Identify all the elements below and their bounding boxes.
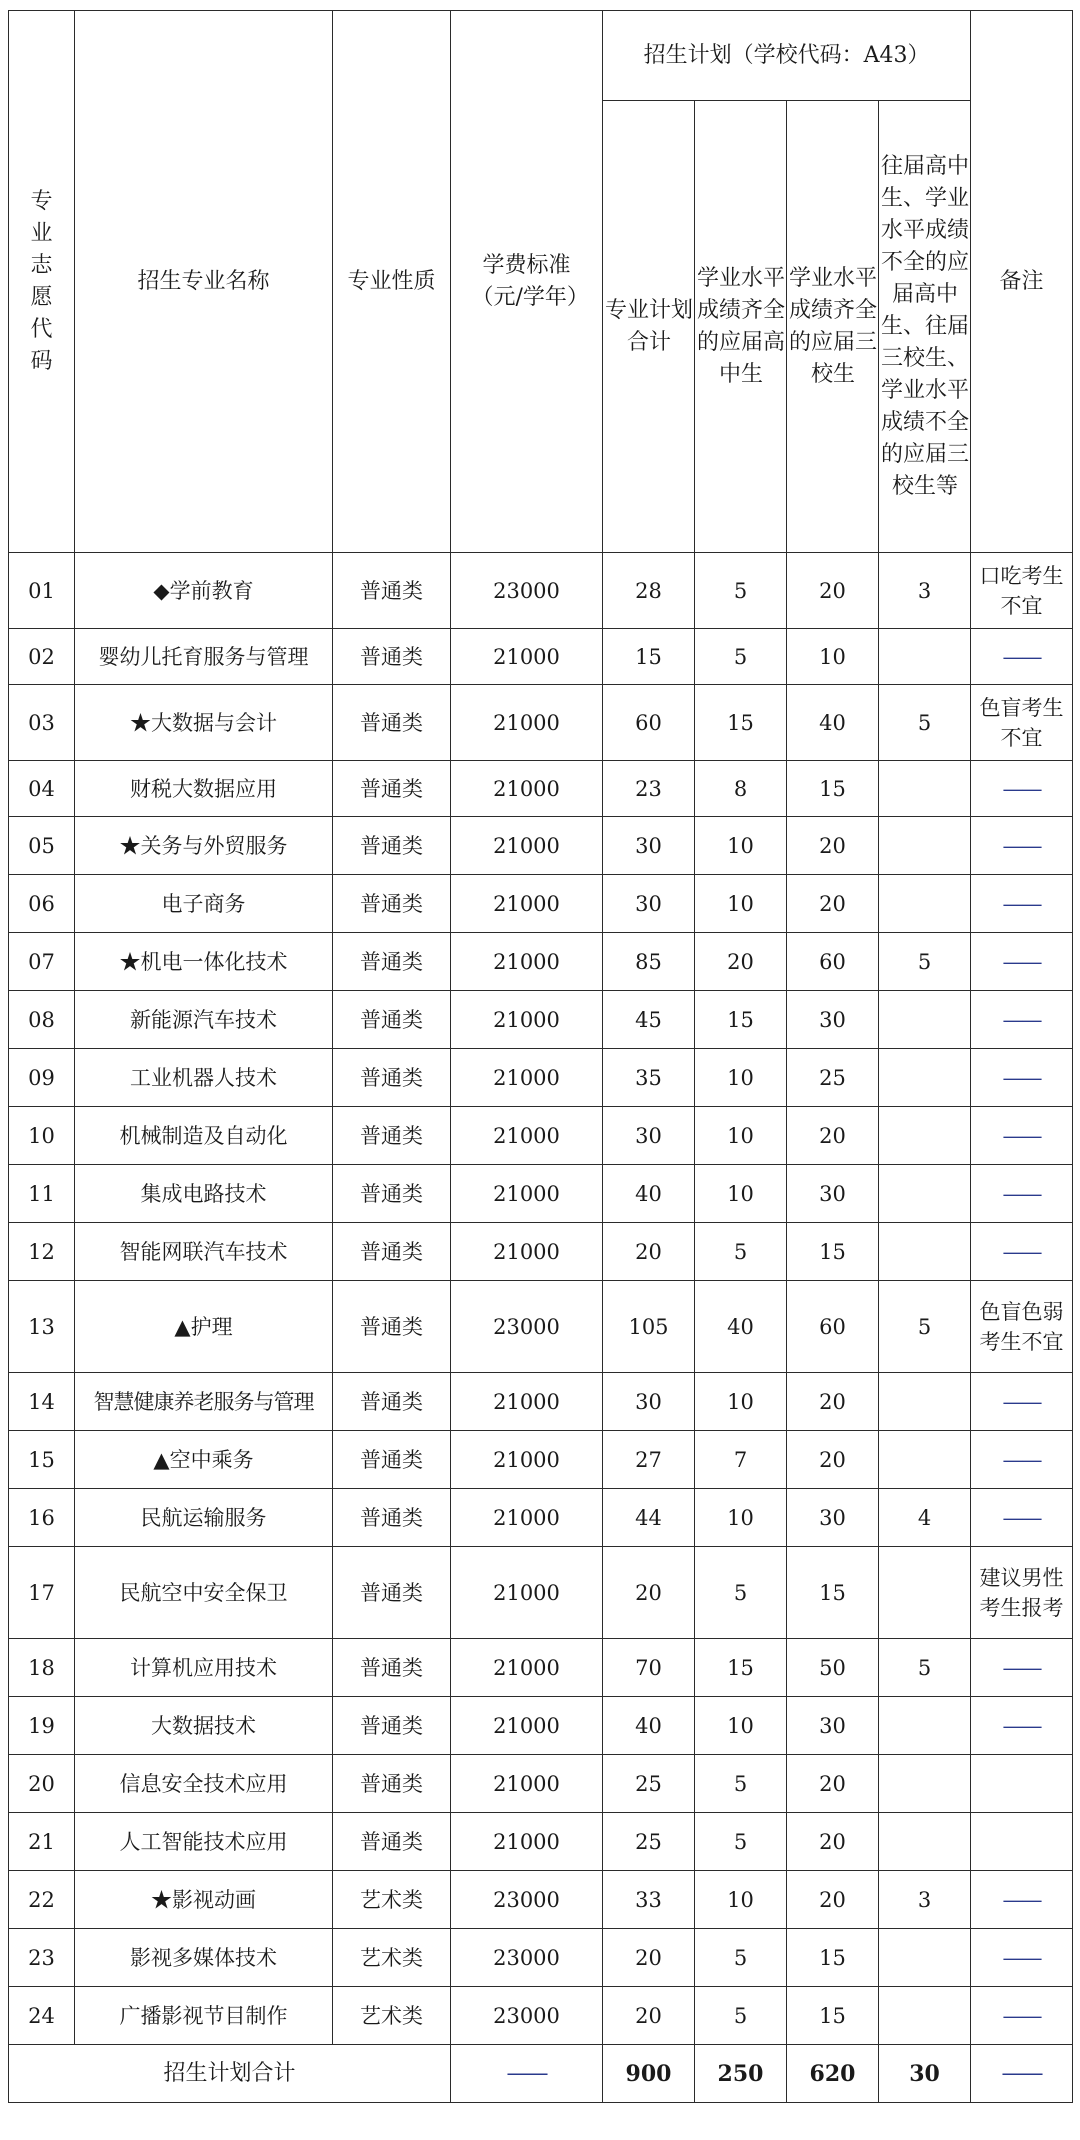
cell-g2: 20 (787, 553, 879, 629)
cell-nature: 普通类 (333, 629, 451, 685)
cell-fee: 21000 (451, 1547, 603, 1639)
cell-g1: 7 (695, 1431, 787, 1489)
cell-g1: 15 (695, 1639, 787, 1697)
cell-note: —— (971, 817, 1073, 875)
cell-code: 10 (9, 1107, 75, 1165)
cell-g3 (879, 1547, 971, 1639)
table-row (9, 553, 1073, 629)
cell-g3 (879, 1223, 971, 1281)
cell-nature: 普通类 (333, 1697, 451, 1755)
cell-g2: 20 (787, 1431, 879, 1489)
cell-nature: 普通类 (333, 1547, 451, 1639)
cell-name: 集成电路技术 (75, 1165, 333, 1223)
table-header (9, 11, 1073, 553)
cell-fee: 21000 (451, 1431, 603, 1489)
cell-g2: 15 (787, 1987, 879, 2045)
table-row (9, 817, 1073, 875)
cell-nature: 普通类 (333, 1489, 451, 1547)
cell-fee: 23000 (451, 1281, 603, 1373)
cell-g1: 10 (695, 1165, 787, 1223)
cell-nature: 普通类 (333, 1813, 451, 1871)
cell-total: 20 (603, 1223, 695, 1281)
table-row (9, 1871, 1073, 1929)
cell-total: 60 (603, 685, 695, 761)
cell-note: 色盲考生不宜 (971, 685, 1073, 761)
cell-note: —— (971, 991, 1073, 1049)
header-nature: 专业性质 (333, 11, 451, 553)
cell-g2: 30 (787, 1489, 879, 1547)
cell-nature: 普通类 (333, 1755, 451, 1813)
cell-g2: 20 (787, 1813, 879, 1871)
table-row (9, 1697, 1073, 1755)
cell-nature: 艺术类 (333, 1929, 451, 1987)
cell-g2: 30 (787, 1697, 879, 1755)
cell-g2: 10 (787, 629, 879, 685)
cell-code: 04 (9, 761, 75, 817)
cell-g2: 20 (787, 1373, 879, 1431)
cell-note: —— (971, 761, 1073, 817)
cell-g3 (879, 1049, 971, 1107)
cell-g1: 10 (695, 1107, 787, 1165)
cell-fee: 23000 (451, 1987, 603, 2045)
cell-g2: 20 (787, 1871, 879, 1929)
cell-total: 30 (603, 875, 695, 933)
cell-g2: 30 (787, 1165, 879, 1223)
table-row (9, 1373, 1073, 1431)
cell-name: 智能网联汽车技术 (75, 1223, 333, 1281)
cell-total: 25 (603, 1755, 695, 1813)
cell-note: —— (971, 933, 1073, 991)
header-fee: 学费标准（元/学年） (451, 11, 603, 553)
cell-fee: 21000 (451, 1697, 603, 1755)
cell-fee: 21000 (451, 629, 603, 685)
table-row (9, 1639, 1073, 1697)
cell-total: 35 (603, 1049, 695, 1107)
cell-code: 11 (9, 1165, 75, 1223)
cell-g3: 3 (879, 553, 971, 629)
cell-nature: 普通类 (333, 1281, 451, 1373)
cell-name: 新能源汽车技术 (75, 991, 333, 1049)
cell-nature: 艺术类 (333, 1871, 451, 1929)
cell-note: —— (971, 1373, 1073, 1431)
cell-code: 07 (9, 933, 75, 991)
cell-name: ◆学前教育 (75, 553, 333, 629)
header-group-2: 学业水平成绩齐全的应届三校生 (787, 101, 879, 553)
cell-code: 24 (9, 1987, 75, 2045)
cell-code: 09 (9, 1049, 75, 1107)
cell-g2: 50 (787, 1639, 879, 1697)
cell-total: 30 (603, 1107, 695, 1165)
cell-note: —— (971, 1049, 1073, 1107)
cell-code: 19 (9, 1697, 75, 1755)
cell-g3 (879, 1987, 971, 2045)
cell-g2: 15 (787, 1929, 879, 1987)
cell-nature: 普通类 (333, 553, 451, 629)
cell-note: —— (971, 1107, 1073, 1165)
cell-g1: 5 (695, 1929, 787, 1987)
table-row (9, 1223, 1073, 1281)
cell-nature: 普通类 (333, 685, 451, 761)
cell-g1: 10 (695, 1373, 787, 1431)
footer-label: 招生计划合计 (9, 2045, 451, 2103)
cell-fee: 23000 (451, 1929, 603, 1987)
cell-fee: 21000 (451, 685, 603, 761)
cell-name: 婴幼儿托育服务与管理 (75, 629, 333, 685)
cell-code: 20 (9, 1755, 75, 1813)
cell-name: ▲护理 (75, 1281, 333, 1373)
cell-fee: 21000 (451, 1049, 603, 1107)
cell-total: 20 (603, 1929, 695, 1987)
cell-note (971, 1813, 1073, 1871)
cell-g2: 20 (787, 875, 879, 933)
cell-total: 40 (603, 1697, 695, 1755)
cell-note: 口吃考生不宜 (971, 553, 1073, 629)
cell-fee: 23000 (451, 553, 603, 629)
cell-g3 (879, 1929, 971, 1987)
cell-nature: 普通类 (333, 1107, 451, 1165)
cell-name: 民航运输服务 (75, 1489, 333, 1547)
cell-note: —— (971, 1489, 1073, 1547)
header-note: 备注 (971, 11, 1073, 553)
footer-g1: 250 (695, 2045, 787, 2103)
cell-name: 人工智能技术应用 (75, 1813, 333, 1871)
cell-note: 建议男性考生报考 (971, 1547, 1073, 1639)
cell-g1: 10 (695, 875, 787, 933)
cell-total: 23 (603, 761, 695, 817)
cell-nature: 普通类 (333, 991, 451, 1049)
cell-g3: 5 (879, 1281, 971, 1373)
cell-g1: 5 (695, 1755, 787, 1813)
cell-name: 广播影视节目制作 (75, 1987, 333, 2045)
cell-code: 21 (9, 1813, 75, 1871)
header-plan-total: 专业计划合计 (603, 101, 695, 553)
cell-code: 13 (9, 1281, 75, 1373)
table-row (9, 1107, 1073, 1165)
cell-fee: 21000 (451, 1373, 603, 1431)
footer-note: —— (971, 2045, 1073, 2103)
cell-fee: 21000 (451, 1223, 603, 1281)
cell-fee: 21000 (451, 761, 603, 817)
cell-code: 06 (9, 875, 75, 933)
cell-note: —— (971, 1223, 1073, 1281)
cell-g3 (879, 991, 971, 1049)
header-code: 专业志愿代码 (9, 11, 75, 553)
cell-note: —— (971, 1871, 1073, 1929)
cell-g1: 10 (695, 1697, 787, 1755)
cell-note: —— (971, 875, 1073, 933)
cell-g2: 40 (787, 685, 879, 761)
header-group-1: 学业水平成绩齐全的应届高中生 (695, 101, 787, 553)
cell-g3 (879, 1165, 971, 1223)
cell-nature: 普通类 (333, 1639, 451, 1697)
footer-fee: —— (451, 2045, 603, 2103)
cell-g1: 5 (695, 1223, 787, 1281)
cell-g3 (879, 1697, 971, 1755)
cell-note: —— (971, 1697, 1073, 1755)
cell-g2: 60 (787, 1281, 879, 1373)
cell-name: 机械制造及自动化 (75, 1107, 333, 1165)
cell-code: 12 (9, 1223, 75, 1281)
cell-fee: 21000 (451, 1639, 603, 1697)
cell-fee: 21000 (451, 1755, 603, 1813)
cell-nature: 普通类 (333, 1373, 451, 1431)
table-row (9, 1987, 1073, 2045)
header-name: 招生专业名称 (75, 11, 333, 553)
footer-g3: 30 (879, 2045, 971, 2103)
cell-name: 财税大数据应用 (75, 761, 333, 817)
cell-code: 15 (9, 1431, 75, 1489)
cell-note: —— (971, 1929, 1073, 1987)
table-row (9, 1547, 1073, 1639)
footer-total: 900 (603, 2045, 695, 2103)
table-row (9, 1489, 1073, 1547)
cell-name: 电子商务 (75, 875, 333, 933)
cell-code: 01 (9, 553, 75, 629)
cell-g3 (879, 1373, 971, 1431)
cell-g2: 20 (787, 817, 879, 875)
cell-total: 70 (603, 1639, 695, 1697)
cell-nature: 普通类 (333, 817, 451, 875)
cell-total: 15 (603, 629, 695, 685)
table-row (9, 1813, 1073, 1871)
cell-nature: 普通类 (333, 1049, 451, 1107)
cell-g3 (879, 875, 971, 933)
cell-code: 08 (9, 991, 75, 1049)
cell-name: ★影视动画 (75, 1871, 333, 1929)
cell-name: 影视多媒体技术 (75, 1929, 333, 1987)
cell-note: —— (971, 1431, 1073, 1489)
cell-g3: 3 (879, 1871, 971, 1929)
table-row (9, 761, 1073, 817)
cell-code: 18 (9, 1639, 75, 1697)
cell-total: 44 (603, 1489, 695, 1547)
cell-g3: 4 (879, 1489, 971, 1547)
enrollment-plan-table (8, 10, 1073, 2103)
table-row (9, 1929, 1073, 1987)
cell-total: 33 (603, 1871, 695, 1929)
cell-g3 (879, 761, 971, 817)
cell-code: 16 (9, 1489, 75, 1547)
cell-g1: 15 (695, 991, 787, 1049)
cell-name: 民航空中安全保卫 (75, 1547, 333, 1639)
cell-total: 25 (603, 1813, 695, 1871)
header-group-3: 往届高中生、学业水平成绩不全的应届高中生、往届三校生、学业水平成绩不全的应届三校生等 (879, 101, 971, 553)
cell-name: ★关务与外贸服务 (75, 817, 333, 875)
cell-total: 20 (603, 1987, 695, 2045)
cell-name: 智慧健康养老服务与管理 (75, 1373, 333, 1431)
cell-fee: 21000 (451, 1165, 603, 1223)
cell-g2: 15 (787, 1547, 879, 1639)
cell-g2: 15 (787, 1223, 879, 1281)
cell-g3 (879, 1755, 971, 1813)
table-row (9, 875, 1073, 933)
table-row (9, 685, 1073, 761)
cell-g3: 5 (879, 685, 971, 761)
cell-note: —— (971, 1639, 1073, 1697)
cell-g2: 30 (787, 991, 879, 1049)
cell-nature: 普通类 (333, 1431, 451, 1489)
cell-g1: 10 (695, 1489, 787, 1547)
cell-g3: 5 (879, 1639, 971, 1697)
cell-note: —— (971, 1165, 1073, 1223)
cell-fee: 21000 (451, 875, 603, 933)
cell-g1: 10 (695, 1049, 787, 1107)
cell-total: 30 (603, 1373, 695, 1431)
cell-g1: 8 (695, 761, 787, 817)
cell-nature: 普通类 (333, 875, 451, 933)
cell-name: 计算机应用技术 (75, 1639, 333, 1697)
cell-name: 大数据技术 (75, 1697, 333, 1755)
cell-g3 (879, 1431, 971, 1489)
cell-fee: 21000 (451, 933, 603, 991)
cell-fee: 21000 (451, 1489, 603, 1547)
cell-g2: 60 (787, 933, 879, 991)
cell-nature: 艺术类 (333, 1987, 451, 2045)
cell-code: 22 (9, 1871, 75, 1929)
table-row (9, 1755, 1073, 1813)
cell-g1: 10 (695, 1871, 787, 1929)
table-footer (9, 2045, 1073, 2103)
cell-g1: 20 (695, 933, 787, 991)
cell-name: ★机电一体化技术 (75, 933, 333, 991)
table-row (9, 629, 1073, 685)
cell-name: ▲空中乘务 (75, 1431, 333, 1489)
cell-g3 (879, 817, 971, 875)
cell-g1: 5 (695, 1813, 787, 1871)
cell-g2: 25 (787, 1049, 879, 1107)
cell-code: 23 (9, 1929, 75, 1987)
cell-nature: 普通类 (333, 1165, 451, 1223)
cell-g3 (879, 1107, 971, 1165)
cell-g1: 5 (695, 1547, 787, 1639)
cell-nature: 普通类 (333, 761, 451, 817)
cell-name: 工业机器人技术 (75, 1049, 333, 1107)
cell-name: ★大数据与会计 (75, 685, 333, 761)
cell-total: 105 (603, 1281, 695, 1373)
cell-note: —— (971, 629, 1073, 685)
cell-g3 (879, 629, 971, 685)
cell-g2: 20 (787, 1107, 879, 1165)
cell-fee: 21000 (451, 1813, 603, 1871)
table-row (9, 1431, 1073, 1489)
cell-total: 40 (603, 1165, 695, 1223)
cell-note: —— (971, 1987, 1073, 2045)
cell-code: 17 (9, 1547, 75, 1639)
cell-total: 45 (603, 991, 695, 1049)
table-row (9, 1165, 1073, 1223)
cell-g3 (879, 1813, 971, 1871)
cell-code: 05 (9, 817, 75, 875)
cell-g1: 5 (695, 629, 787, 685)
cell-total: 30 (603, 817, 695, 875)
cell-g2: 15 (787, 761, 879, 817)
cell-nature: 普通类 (333, 933, 451, 991)
cell-fee: 21000 (451, 1107, 603, 1165)
table-row (9, 1281, 1073, 1373)
cell-g1: 5 (695, 1987, 787, 2045)
cell-g1: 40 (695, 1281, 787, 1373)
cell-note: 色盲色弱考生不宜 (971, 1281, 1073, 1373)
cell-code: 03 (9, 685, 75, 761)
table-body (9, 553, 1073, 2045)
cell-fee: 21000 (451, 991, 603, 1049)
footer-g2: 620 (787, 2045, 879, 2103)
cell-g2: 20 (787, 1755, 879, 1813)
cell-g1: 10 (695, 817, 787, 875)
cell-g1: 15 (695, 685, 787, 761)
cell-fee: 21000 (451, 817, 603, 875)
cell-total: 27 (603, 1431, 695, 1489)
cell-fee: 23000 (451, 1871, 603, 1929)
table-row (9, 991, 1073, 1049)
cell-code: 02 (9, 629, 75, 685)
cell-note (971, 1755, 1073, 1813)
cell-total: 28 (603, 553, 695, 629)
cell-g3: 5 (879, 933, 971, 991)
table-row (9, 1049, 1073, 1107)
header-plan-title: 招生计划（学校代码：A43） (603, 11, 971, 101)
table-row (9, 933, 1073, 991)
cell-name: 信息安全技术应用 (75, 1755, 333, 1813)
cell-code: 14 (9, 1373, 75, 1431)
cell-total: 20 (603, 1547, 695, 1639)
cell-total: 85 (603, 933, 695, 991)
cell-g1: 5 (695, 553, 787, 629)
cell-nature: 普通类 (333, 1223, 451, 1281)
